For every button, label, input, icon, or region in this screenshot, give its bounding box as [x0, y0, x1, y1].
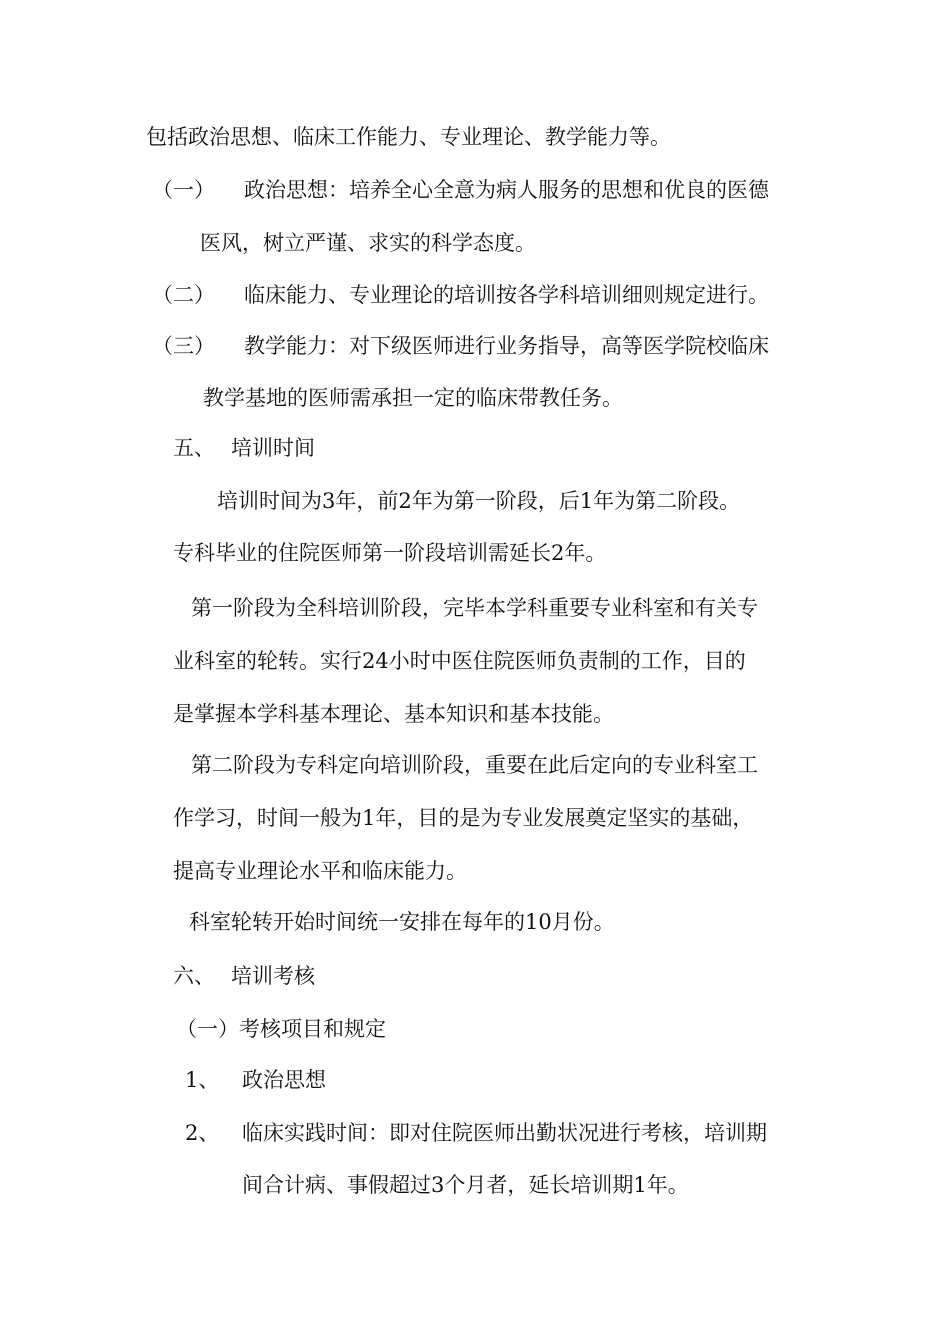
para-1-line-2: 专科毕业的住院医师第一阶段培训需延长2年。 [173, 541, 607, 565]
section-5-marker: 五、 [173, 436, 215, 460]
para-3-line-2: 作学习，时间一般为1年，目的是为专业发展奠定坚实的基础， [173, 806, 754, 830]
para-1-line-1: 培训时间为3年，前2年为第一阶段，后1年为第二阶段。 [217, 489, 741, 513]
numbered-item-2-line-2: 间合计病、事假超过3个月者，延长培训期1年。 [242, 1173, 689, 1197]
section-5-heading [173, 434, 573, 462]
numbered-item-2-marker: 2、 [185, 1121, 220, 1145]
para-2-line-1: 第一阶段为全科培训阶段，完毕本学科重要专业科室和有关专 [191, 596, 758, 620]
para-3-line-1: 第二阶段为专科定向培训阶段，重要在此后定向的专业科室工 [191, 753, 758, 777]
para-3-line-3: 提高专业理论水平和临床能力。 [173, 859, 467, 883]
item-3 [152, 332, 812, 360]
numbered-item-1 [185, 1066, 585, 1094]
item-3-line-1: 教学能力：对下级医师进行业务指导，高等医学院校临床 [244, 334, 769, 358]
item-2-line-1: 临床能力、专业理论的培训按各学科培训细则规定进行。 [244, 283, 769, 307]
para-2-line-2: 业科室的轮转。实行24小时中医住院医师负责制的工作，目的 [173, 649, 746, 673]
item-1-line-1: 政治思想：培养全心全意为病人服务的思想和优良的医德 [244, 178, 769, 202]
numbered-item-2 [185, 1119, 815, 1147]
item-1 [152, 176, 812, 204]
section-6-marker: 六、 [173, 964, 215, 988]
numbered-item-1-marker: 1、 [185, 1068, 220, 1092]
section-6-heading [173, 962, 573, 990]
para-4: 科室轮转开始时间统一安排在每年的10月份。 [189, 910, 615, 934]
intro-paragraph: 包括政治思想、临床工作能力、专业理论、教学能力等。 [146, 125, 671, 149]
numbered-item-2-line-1: 临床实践时间：即对住院医师出勤状况进行考核，培训期 [242, 1121, 767, 1145]
item-1-line-2: 医风，树立严谨、求实的科学态度。 [200, 231, 536, 255]
item-3-line-2: 教学基地的医师需承担一定的临床带教任务。 [203, 386, 623, 410]
item-2-marker: （二） [152, 283, 215, 307]
item-3-marker: （三） [152, 334, 215, 358]
item-1-marker: （一） [152, 178, 215, 202]
numbered-item-1-text: 政治思想 [242, 1068, 326, 1092]
section-5-title: 培训时间 [231, 436, 315, 460]
subsection-1-heading: （一）考核项目和规定 [176, 1017, 386, 1041]
section-6-title: 培训考核 [231, 964, 315, 988]
item-2 [152, 281, 812, 309]
para-2-line-3: 是掌握本学科基本理论、基本知识和基本技能。 [173, 702, 614, 726]
